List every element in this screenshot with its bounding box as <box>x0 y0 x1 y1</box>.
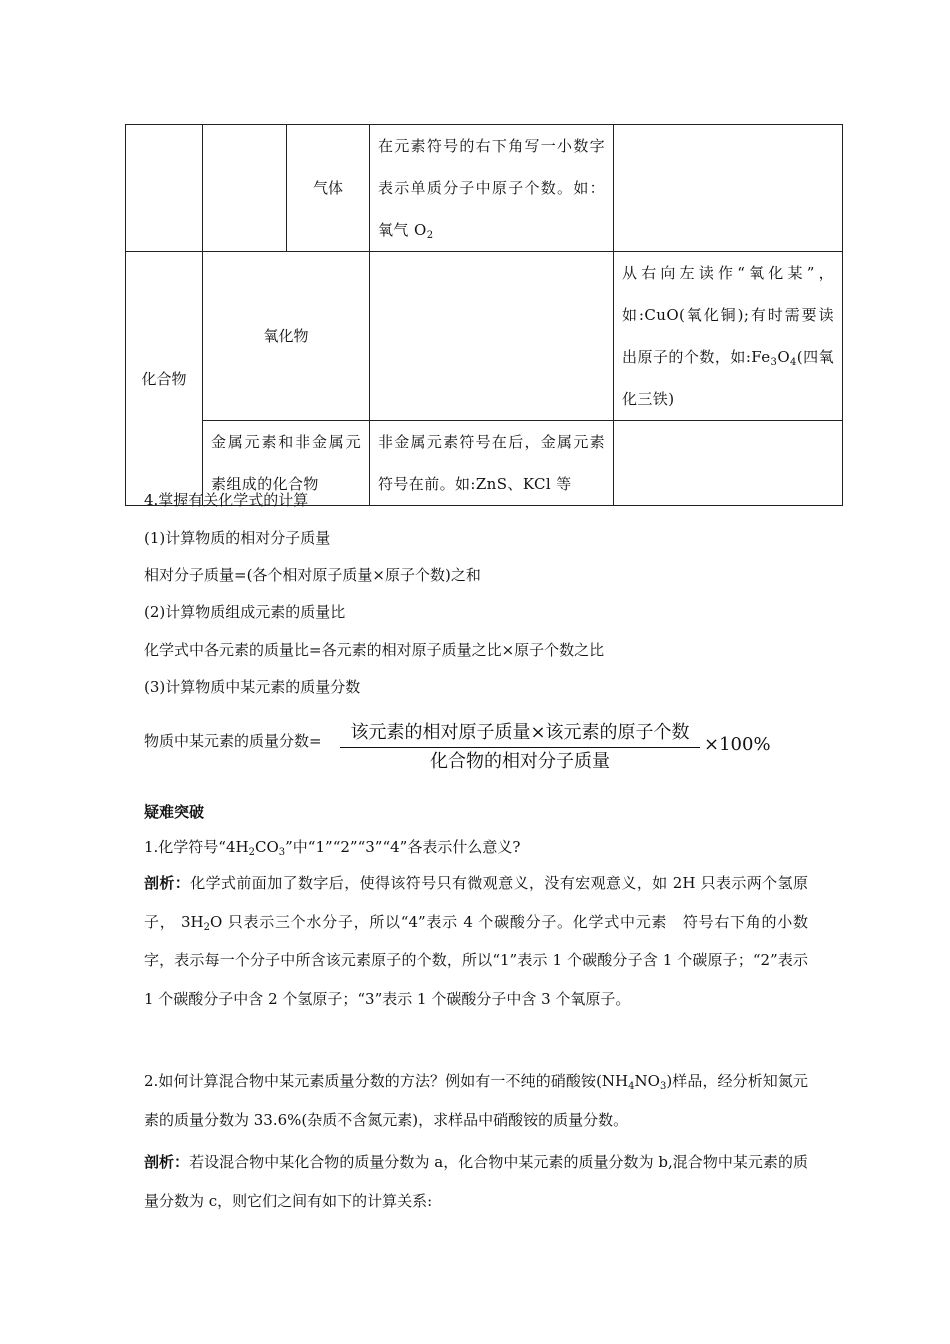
analysis-label: 剖析： <box>144 874 191 892</box>
compound-cell: 化合物 <box>126 252 203 506</box>
metal-nonmetal-cell: 金属元素和非金属元素组成的化合物 <box>203 421 370 506</box>
subscript: 2 <box>248 847 255 858</box>
formula-label: 物质中某元素的质量分数= <box>144 732 322 750</box>
analysis-label: 剖析： <box>144 1153 190 1171</box>
formula-part: O <box>777 348 791 366</box>
subscript: 3 <box>659 1081 667 1092</box>
fraction-denominator: 化合物的相对分子质量 <box>430 751 610 772</box>
metal-nonmetal-rule-cell: 非金属元素符号在后，金属元素符号在前。如:ZnS、KCl 等 <box>370 421 614 506</box>
question-2: 2.如何计算混合物中某元素质量分数的方法？例如有一不纯的硝酸铵$(NH_4NO_3)$样品，经分析知氮元素的质量分数为 33.6%(杂质不含氮元素)，求样品中硝酸铵的质量分数。 <box>144 1072 808 1129</box>
analysis-1: 剖析：化学式前面加了数字后，使得该符号只有微观意义，没有宏观意义，如 2H 只表示两个氢原子， $3H_2O$ 只表示三个水分子，所以“4”表示 4 个碳酸分子。化学式中元素 符号右下角的小数字，表示每一个分子中所含该元素原子的个数，所以“1”表示 1 个碳酸分子含 1 个碳原子；“2”表示 1 个碳酸分子中含 2 个氢原子；“3”表示 1 个碳酸分子中含 3 个氧原子。 <box>144 874 808 1008</box>
subsection-title: (1)计算物质的相对分子质量 <box>144 529 331 547</box>
table-cell <box>203 125 287 252</box>
subsection-title: (2)计算物质组成元素的质量比 <box>144 603 346 621</box>
analysis-2: 剖析：若设混合物中某化合物的质量分数为 a，化合物中某元素的质量分数为 b,混合物中某元素的质量分数为 c，则它们之间有如下的计算关系: <box>144 1153 808 1210</box>
table-row <box>126 252 843 421</box>
table-cell <box>614 421 843 506</box>
subscript: 4 <box>628 1081 635 1092</box>
gas-cell: 气体 <box>287 125 370 252</box>
question-1: 1.化学符号“$4H_2CO_3$”中“1”“2”“3”“4”各表示什么意义? <box>144 838 521 858</box>
oxide-reading-tail: (四氧化三铁) <box>622 348 834 408</box>
section-heading: 疑难突破 <box>144 803 205 821</box>
fraction <box>340 720 700 775</box>
body-text: 化学式中各元素的质量比=各元素的相对原子质量之比×原子个数之比 <box>144 641 605 659</box>
subscript: 3 <box>278 847 286 858</box>
oxide-reading-cell <box>614 252 843 421</box>
fraction-bar <box>340 747 700 748</box>
subscript: 4 <box>790 357 797 368</box>
oxide-cell: 氧化物 <box>203 252 370 421</box>
body-text: 相对分子质量=(各个相对原子质量×原子个数)之和 <box>144 566 481 584</box>
subsection-title: (3)计算物质中某元素的质量分数 <box>144 678 361 696</box>
fraction-numerator: 该元素的相对原子质量×该元素的原子个数 <box>350 722 690 743</box>
table-cell <box>614 125 843 252</box>
oxygen-subscript: 2 <box>426 230 434 241</box>
oxide-reading-text: 从右向左读作“氧化某”，如:CuO(氧化铜);有时需要读出原子的个数，如:Fe <box>622 264 834 366</box>
section-title: 4.掌握有关化学式的计算 <box>144 491 309 509</box>
gas-rule-cell <box>370 125 614 252</box>
subscript: 2 <box>203 921 210 933</box>
table-row <box>126 125 843 252</box>
table-cell <box>126 125 203 252</box>
subscript: 3 <box>770 357 778 368</box>
chemistry-table <box>125 124 843 506</box>
gas-rule-text: 在元素符号的右下角写一小数字表示单质分子中原子个数。如：氧气 <box>378 137 605 239</box>
table-cell <box>370 252 614 421</box>
formula-multiplier: ×100% <box>704 734 771 755</box>
oxygen-formula: O <box>413 221 427 239</box>
